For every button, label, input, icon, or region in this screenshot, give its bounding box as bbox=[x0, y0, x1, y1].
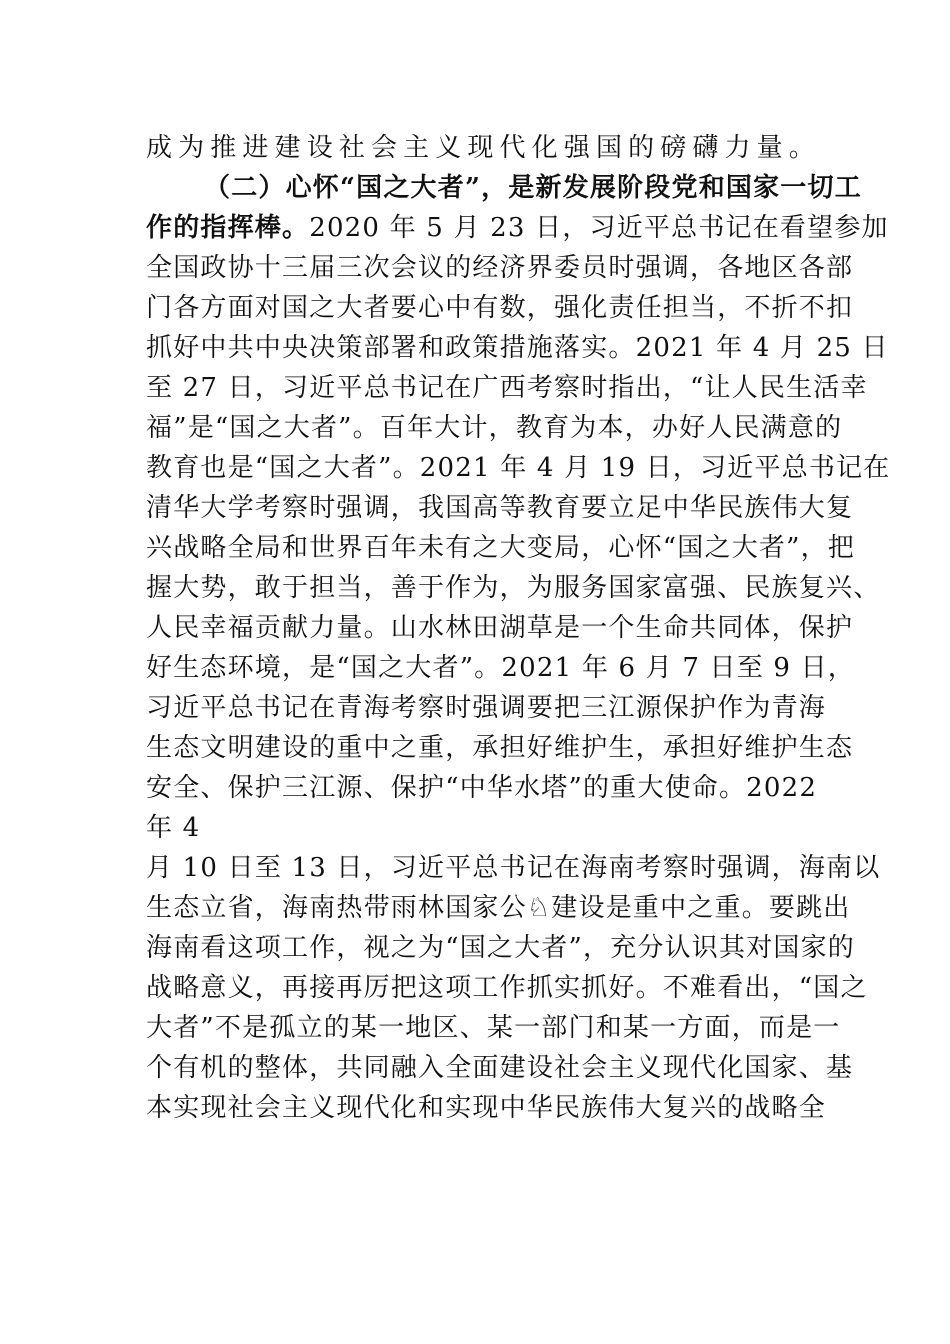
text-line: 清华大学考察时强调，我国高等教育要立足中华民族伟大复 bbox=[146, 493, 854, 523]
text-line: 本实现社会主义现代化和实现中华民族伟大复兴的战略全 bbox=[146, 1093, 827, 1123]
text-line: 战略意义，再接再厉把这项工作抓实抓好。不难看出，“国之 bbox=[146, 973, 868, 1003]
text-line: 大者”不是孤立的某一地区、某一部门和某一方面，而是一 bbox=[146, 1013, 841, 1043]
section-heading-line: （二）心怀“国之大者”，是新发展阶段党和国家一切工 bbox=[204, 173, 862, 203]
text-line: 全国政协十三届三次会议的经济界委员时强调，各地区各部 bbox=[146, 253, 854, 283]
text-line: 个有机的整体，共同融入全面建设社会主义现代化国家、基 bbox=[146, 1053, 854, 1083]
text-line bbox=[146, 208, 889, 248]
text-line: 兴战略全局和世界百年未有之大变局，心怀“国之大者”，把 bbox=[146, 533, 855, 563]
text-line: 习近平总书记在青海考察时强调要把三江源保护作为青海 bbox=[146, 693, 827, 723]
text-line: 生态文明建设的重中之重，承担好维护生，承担好维护生态 bbox=[146, 733, 854, 763]
text-line: 生态立省，海南热带雨林国家公♘建设是重中之重。要跳出 bbox=[146, 893, 851, 923]
text-line: 至 27 日，习近平总书记在广西考察时指出，“让人民生活幸 bbox=[146, 373, 868, 403]
text-line: 握大势，敢于担当，善于作为，为服务国家富强、民族复兴、 bbox=[146, 573, 881, 603]
text-line-short: 年 4 bbox=[146, 813, 201, 843]
section-heading-tail: 作的指挥棒。 bbox=[146, 213, 310, 243]
text-line: 福”是“国之大者”。百年大计，教育为本，办好人民满意的 bbox=[146, 413, 843, 443]
text-line: 人民幸福贡献力量。山水林田湖草是一个生命共同体，保护 bbox=[146, 613, 854, 643]
text-line: 教育也是“国之大者”。2021 年 4 月 19 日，习近平总书记在 bbox=[146, 453, 891, 483]
text-line: 抓好中共中央决策部署和政策措施落实。2021 年 4 月 25 日 bbox=[146, 333, 889, 363]
text-line: 安全、保护三江源、保护“中华水塔”的重大使命。2022 bbox=[146, 773, 818, 803]
text-line: 门各方面对国之大者要心中有数，强化责任担当，不折不扣 bbox=[146, 293, 854, 323]
text-line-continuation: 2020 年 5 月 23 日，习近平总书记在看望参加 bbox=[309, 213, 889, 243]
text-line: 海南看这项工作，视之为“国之大者”，充分认识其对国家的 bbox=[146, 933, 855, 963]
text-line: 月 10 日至 13 日，习近平总书记在海南考察时强调，海南以 bbox=[146, 853, 881, 883]
text-line: 好生态环境，是“国之大者”。2021 年 6 月 7 日至 9 日， bbox=[146, 653, 856, 683]
text-line: 成为推进建设社会主义现代化强国的磅礴力量。 bbox=[146, 133, 816, 163]
